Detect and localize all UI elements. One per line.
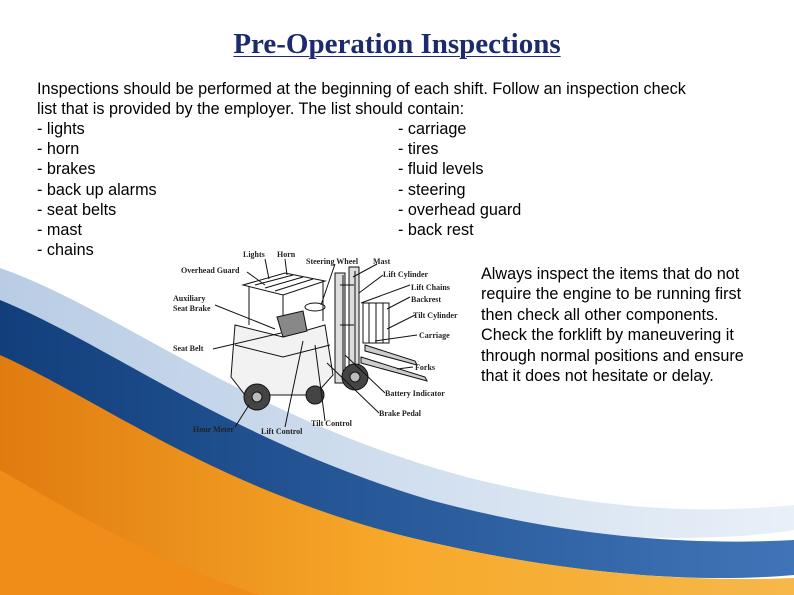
side-note-line: require the engine to be running first (481, 285, 742, 304)
checklist-item-lights: - lights (37, 120, 85, 138)
diagram-label: Forks (415, 363, 435, 372)
diagram-label: Auxiliary (173, 294, 206, 303)
checklist-item-back-up-alarms: - back up alarms (37, 180, 157, 199)
checklist-item-mast: - mast (37, 220, 82, 239)
diagram-label: Seat Brake (173, 304, 211, 313)
checklist-item-seat-belts: - seat belts (37, 200, 117, 219)
diagram-label: Tilt Cylinder (413, 311, 458, 320)
diagram-label: Brake Pedal (379, 409, 421, 418)
diagram-label: Backrest (411, 295, 442, 304)
diagram-label: Steering Wheel (306, 257, 359, 266)
checklist-item-steering: - steering (398, 180, 466, 199)
side-note-line: Always inspect the items that do not (481, 265, 740, 283)
forklift-diagram (165, 245, 465, 437)
diagram-label: Lift Cylinder (383, 270, 429, 279)
checklist-item-back-rest: - back rest (398, 220, 474, 239)
inspection-checklist (37, 119, 597, 260)
checklist-row (37, 119, 597, 139)
diagram-label: Horn (277, 250, 296, 259)
page-title: Pre-Operation Inspections (233, 28, 561, 60)
checklist-item-chains: - chains (37, 241, 94, 260)
intro-line: list that is provided by the employer. The list should contain: (37, 100, 465, 119)
checklist-row (37, 139, 597, 159)
checklist-item-carriage: - carriage (398, 120, 467, 138)
side-note-line: then check all other components. (481, 305, 719, 324)
checklist-row (37, 180, 597, 200)
diagram-label: Hour Meter (193, 425, 234, 434)
checklist-item-horn: - horn (37, 140, 80, 159)
intro-line: Inspections should be performed at the beginning of each shift. Follow an inspection check (37, 80, 686, 98)
checklist-item-brakes: - brakes (37, 160, 96, 179)
diagram-label: Overhead Guard (181, 266, 240, 275)
diagram-label: Battery Indicator (385, 389, 445, 398)
side-note-line: Check the forklift by maneuvering it (481, 326, 734, 345)
side-note-line: through normal positions and ensure (481, 346, 744, 365)
checklist-row (37, 159, 597, 179)
diagram-label: Carriage (419, 331, 450, 340)
diagram-label: Lift Control (261, 427, 303, 436)
side-note (481, 264, 781, 386)
checklist-row (37, 200, 597, 220)
checklist-item-fluid-levels: - fluid levels (398, 160, 484, 179)
diagram-label: Lift Chains (411, 283, 450, 292)
diagram-label: Tilt Control (311, 419, 352, 428)
side-note-line: that it does not hesitate or delay. (481, 367, 714, 386)
intro-paragraph (37, 79, 777, 119)
diagram-label: Lights (243, 250, 265, 259)
diagram-label: Seat Belt (173, 344, 204, 353)
checklist-item-tires: - tires (398, 140, 439, 159)
diagram-label: Mast (373, 257, 391, 266)
checklist-row (37, 220, 597, 240)
checklist-item-overhead-guard: - overhead guard (398, 200, 522, 219)
